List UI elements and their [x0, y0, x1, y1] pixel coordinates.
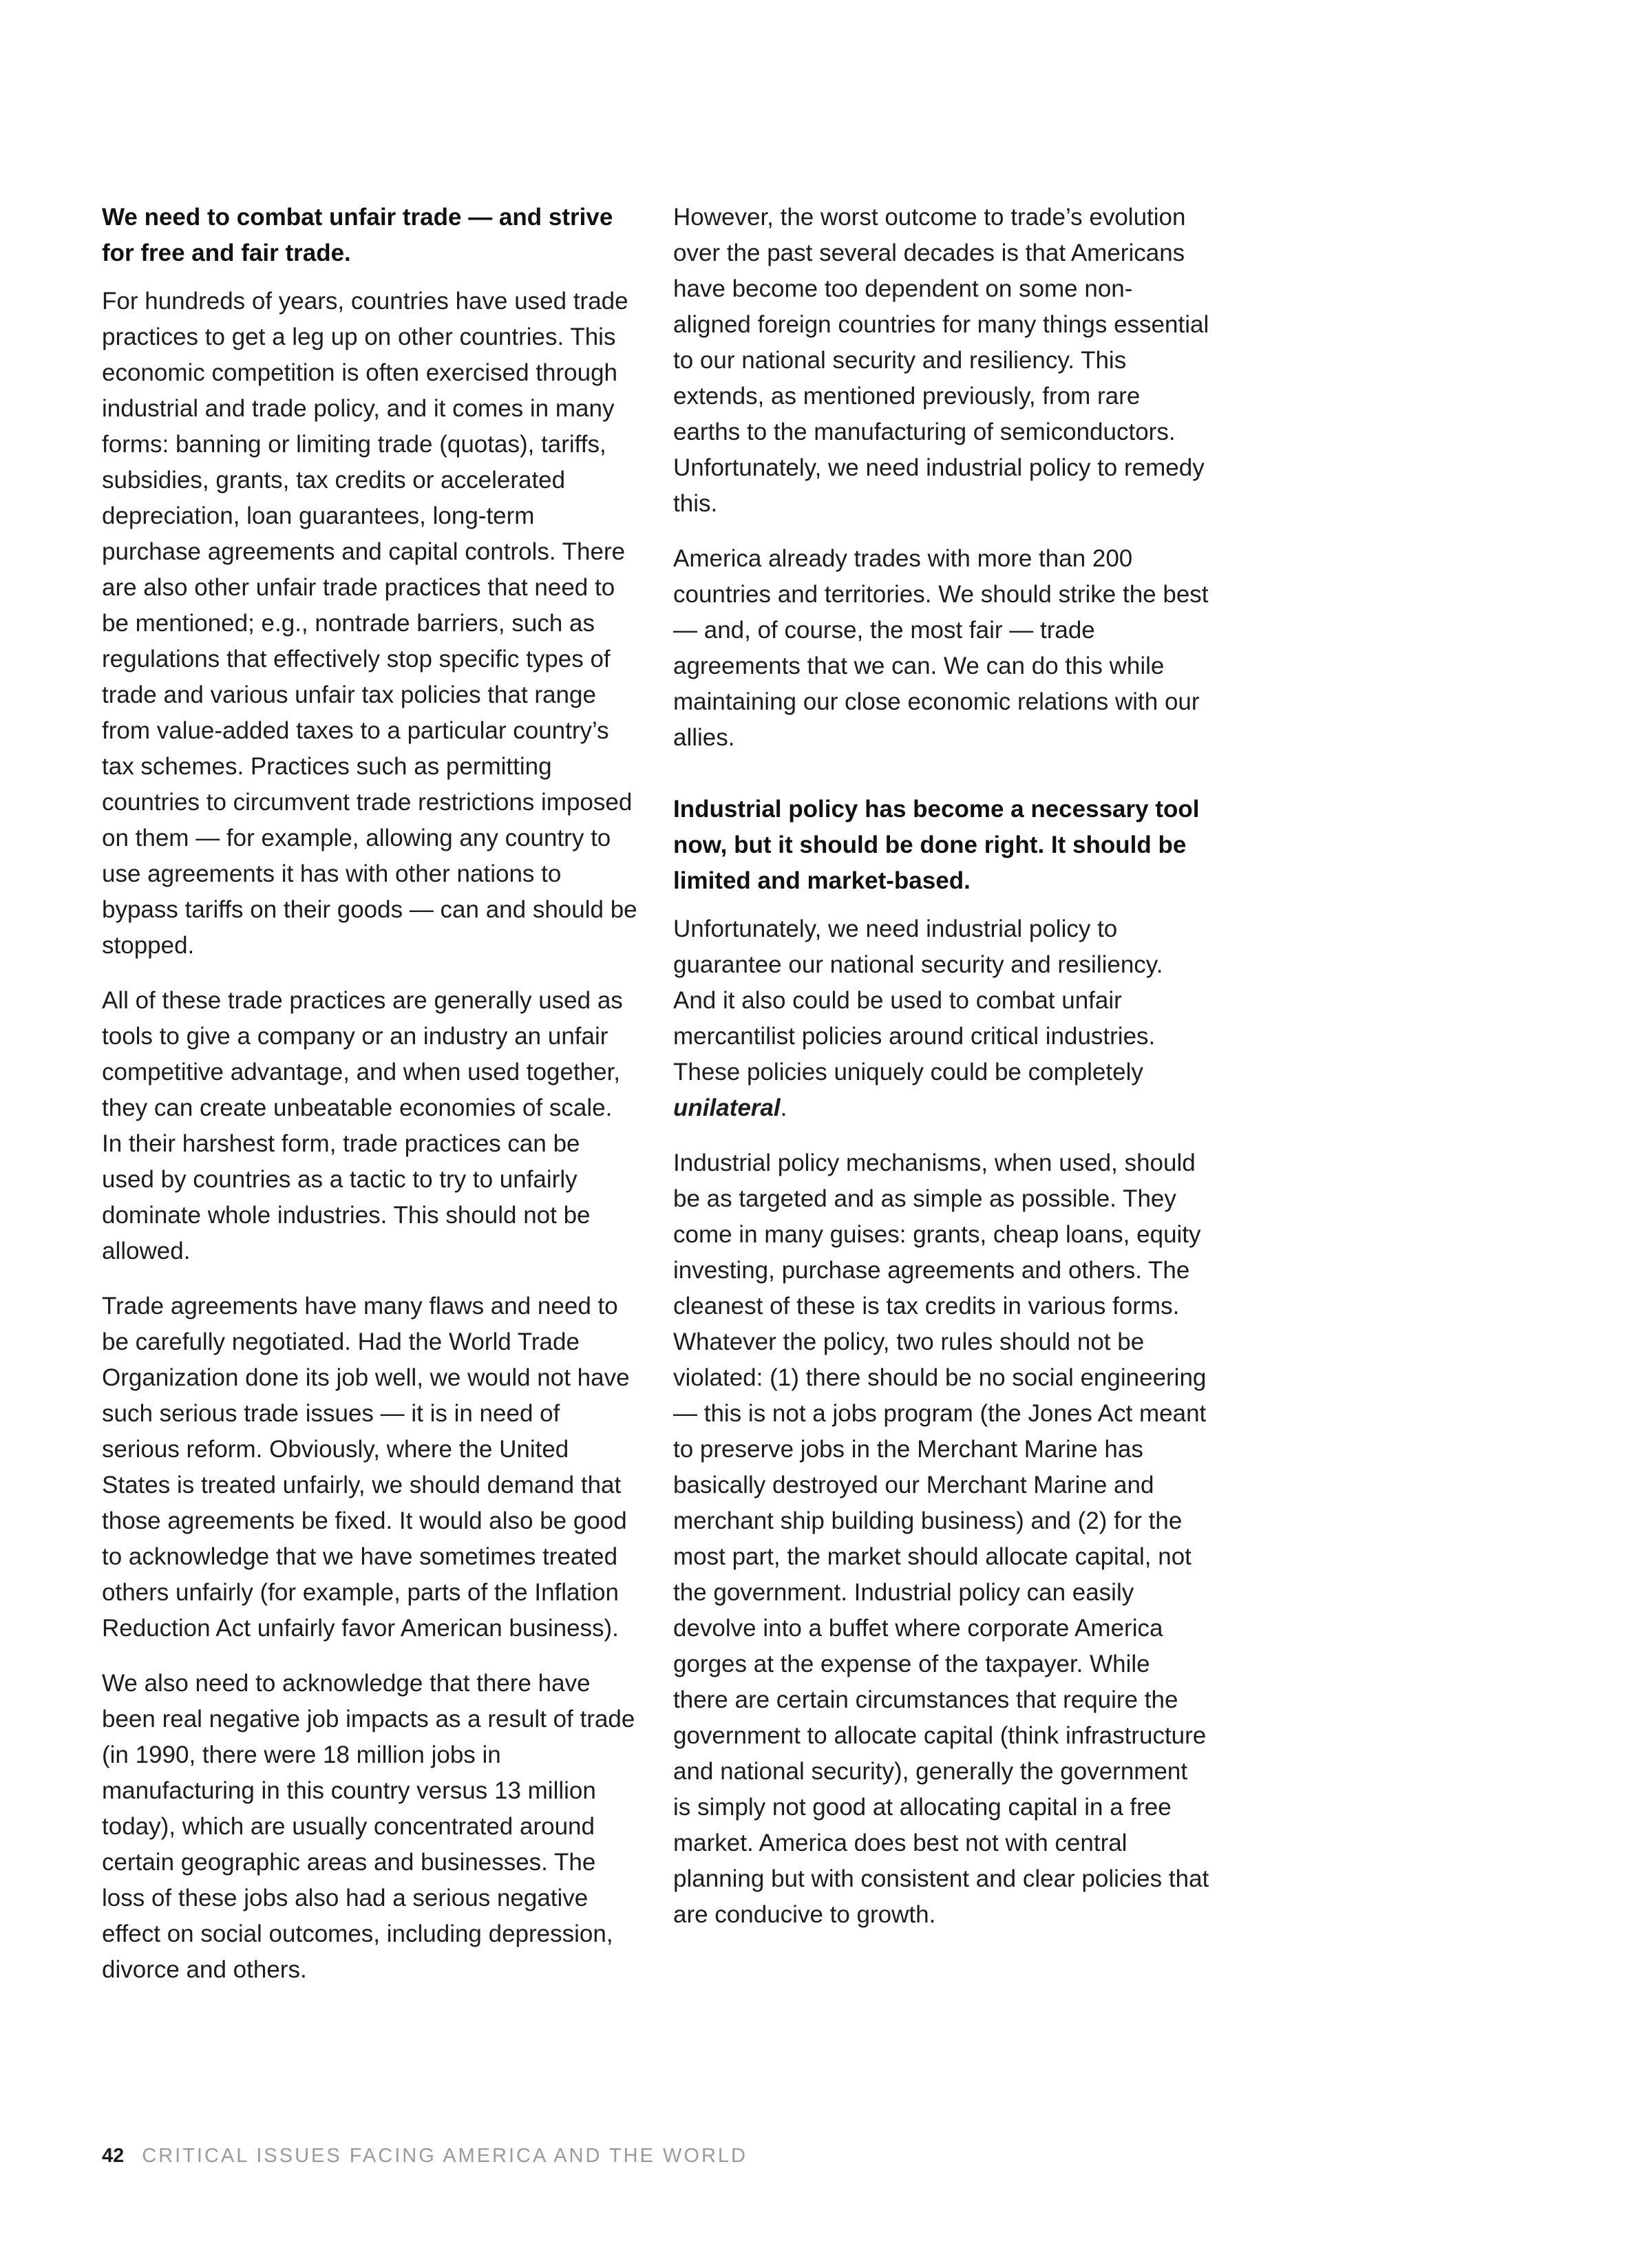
running-title: CRITICAL ISSUES FACING AMERICA AND THE WORLD	[142, 2145, 748, 2167]
body-paragraph: Industrial policy mechanisms, when used, should be as targeted and as simple as possible. They come in many guises: grants, cheap loans, equity investing, purchase agreements and others. The cleanest of these is tax credits in various forms. Whatever the policy, two rules should not be violated: (1) there should be no social engineering — this is not a jobs program (the Jones Act meant to preserve jobs in the Merchant Marine has basically destroyed our Merchant Marine and merchant ship building business) and (2) for the most part, the market should allocate capital, not the government. Industrial policy can easily devolve into a buffet where corporate America gorges at the expense of the taxpayer. While there are certain circumstances that require the government to allocate capital (think infrastructure and national security), generally the government is simply not good at allocating capital in a free market. America does best not with central planning but with consistent and clear policies that are conducive to growth.	[673, 1150, 1209, 1928]
body-paragraph: Trade agreements have many flaws and need to be carefully negotiated. Had the World Trade Organization done its job well, we would not have such serious trade issues — it is in need of serious reform. Obviously, where the United States is treated unfairly, we should demand that those agreements be fixed. It would also be good to acknowledge that we have sometimes treated others unfairly (for example, parts of the Inflation Reduction Act unfairly favor American business).	[102, 1293, 630, 1642]
body-paragraph: For hundreds of years, countries have used trade practices to get a leg up on other countries. This economic competition is often exercised through industrial and trade policy, and it comes in many forms: banning or limiting trade (quotas), tariffs, subsidies, grants, tax credits or accelerated depreciation, loan guarantees, long-term purchase agreements and capital controls. There are also other unfair trade practices that need to be mentioned; e.g., nontrade barriers, such as regulations that effectively stop specific types of trade and various unfair tax policies that range from value-added taxes to a particular country’s tax schemes. Practices such as permitting countries to circumvent trade restrictions imposed on them — for example, allowing any country to use agreements it has with other nations to bypass tariffs on their goods — can and should be stopped.	[102, 288, 637, 959]
page-footer	[102, 2142, 748, 2170]
paragraph-text: .	[780, 1094, 787, 1121]
body-paragraph: All of these trade practices are generally used as tools to give a company or an industry an unfair competitive advantage, and when used together, they can create unbeatable economies of scale. In their harshest form, trade practices can be used by countries as a tactic to try to unfairly dominate whole industries. This should not be allowed.	[102, 987, 623, 1264]
left-column	[102, 200, 639, 2007]
body-paragraph-unilateral	[673, 911, 1210, 1126]
right-column	[673, 200, 1210, 1952]
body-paragraph: America already trades with more than 200 countries and territories. We should strike the best — and, of course, the most fair — trade agreements that we can. We can do this while maintaining our close economic relations with our allies.	[673, 545, 1209, 751]
body-paragraph: We also need to acknowledge that there have been real negative job impacts as a result of trade (in 1990, there were 18 million jobs in manufacturing in this country versus 13 million today), which are usually concentrated around certain geographic areas and businesses. The loss of these jobs also had a serious negative effect on social outcomes, including depression, divorce and others.	[102, 1670, 635, 1983]
page-number: 42	[102, 2145, 125, 2167]
section-heading-unfair-trade: We need to combat unfair trade — and strive for free and fair trade.	[102, 204, 613, 266]
paragraph-text: Unfortunately, we need industrial policy to guarantee our national security and resiliency. And it also could be used to combat unfair mercantilist policies around critical industries. These policies uniquely could be completely	[673, 915, 1163, 1085]
body-paragraph: However, the worst outcome to trade’s evolution over the past several decades is that Americans have become too dependent on some non-aligned foreign countries for many things essential to our national security and resiliency. This extends, as mentioned previously, from rare earths to the manufacturing of semiconductors. Unfortunately, we need industrial policy to remedy this.	[673, 204, 1209, 517]
section-heading-industrial-policy: Industrial policy has become a necessary tool now, but it should be done right. It should be limited and market-based.	[673, 796, 1200, 894]
emphasis-text: unilateral	[673, 1094, 781, 1121]
